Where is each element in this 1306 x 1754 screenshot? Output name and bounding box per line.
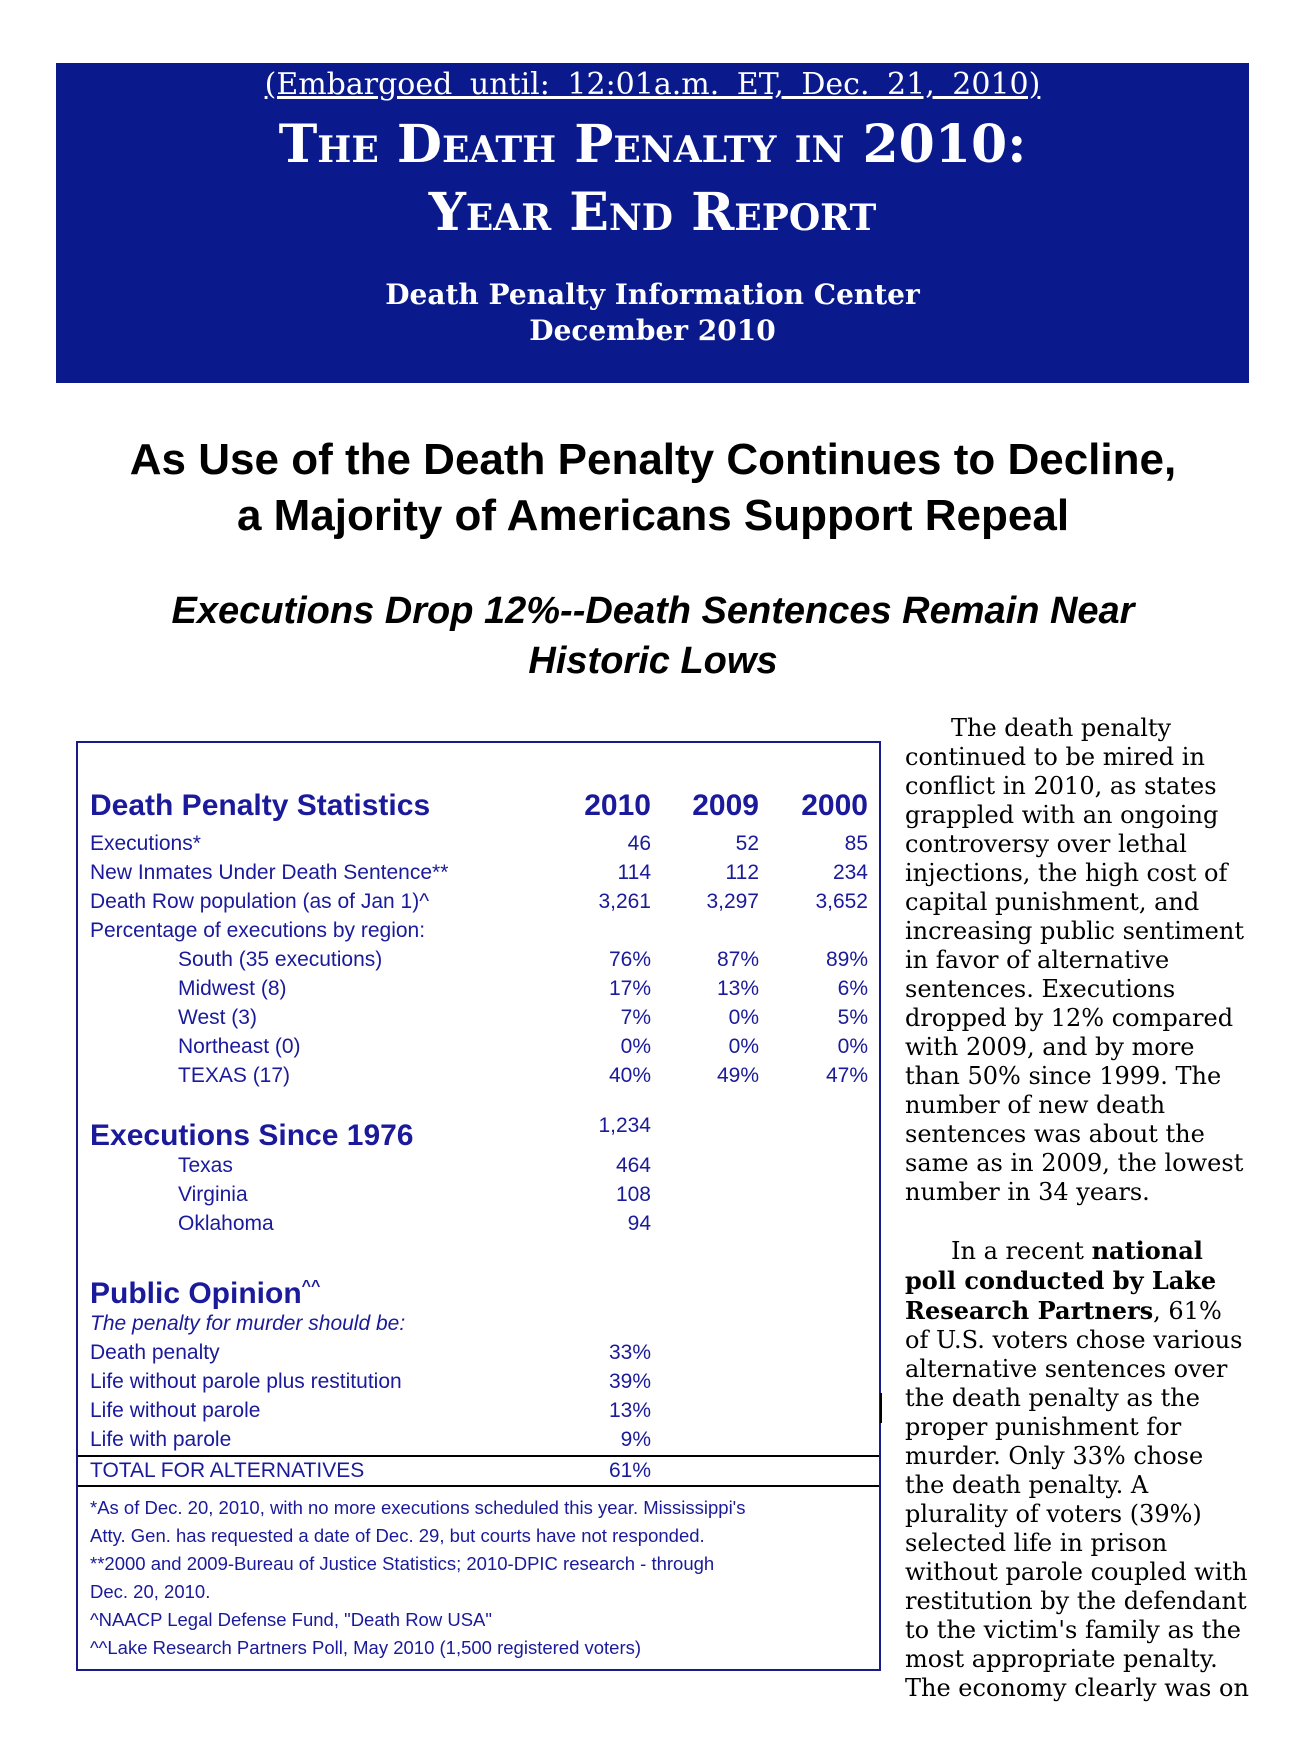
report-title <box>56 111 1249 247</box>
subheadline-line-1: Executions Drop 12%--Death Sentences Remain Near <box>171 590 1135 632</box>
poll-reference: national poll conducted by Lake Research Partners <box>905 1236 1217 1325</box>
row-label: Executions* <box>90 832 201 855</box>
footnote: Dec. 20, 2010. <box>90 1581 211 1602</box>
footnotes <box>90 1494 859 1662</box>
year-column-header: 2000 <box>801 789 868 822</box>
headline <box>0 432 1306 544</box>
row-value: 33% <box>608 1341 651 1364</box>
region-heading-row <box>90 916 869 945</box>
footnote: Atty. Gen. has requested a date of Dec. 29, but courts have not responded. <box>90 1525 705 1546</box>
notes-divider <box>78 1485 879 1487</box>
row-value: 40% <box>608 1064 651 1087</box>
row-value: 9% <box>620 1428 651 1451</box>
row-label: Life without parole <box>90 1399 261 1422</box>
paragraph-1: The death penalty continued to be mired in conflict in 2010, as states grappled with an ongoing controversy over lethal injections, the high cost of capital punishment, and increasing public sentiment in favor of alternative sentences. Executions dropped by 12% compared with 2009, and by more than 50% since 1999. The number of new death sentences was about the same as in 2009, the lowest number in 34 years. <box>905 714 1244 1206</box>
row-value: 17% <box>608 977 651 1000</box>
row-label: Death penalty <box>90 1341 220 1364</box>
row-label: Northeast (0) <box>178 1035 301 1058</box>
edge-mark <box>880 1393 882 1423</box>
row-value: 3,297 <box>706 890 759 913</box>
state-row-oklahoma <box>90 1209 869 1238</box>
row-value: 13% <box>716 977 759 1000</box>
title-banner <box>56 63 1249 383</box>
row-value: 13% <box>608 1399 651 1422</box>
stat-row-new-inmates <box>90 858 869 887</box>
row-label: Death Row population (as of Jan 1)^ <box>90 890 430 913</box>
row-value: 52 <box>735 832 759 855</box>
region-row-south <box>90 945 869 974</box>
stat-row-executions <box>90 829 869 858</box>
region-row-midwest <box>90 974 869 1003</box>
opinion-row-lwop <box>90 1396 869 1425</box>
paragraph-text: In a recent <box>951 1237 1092 1265</box>
row-value: 0% <box>728 1006 759 1029</box>
stat-row-death-row-population <box>90 887 869 916</box>
paragraph-2 <box>905 1236 1250 1703</box>
row-label: New Inmates Under Death Sentence** <box>90 861 449 884</box>
total-value: 61% <box>608 1459 651 1482</box>
row-value: 3,652 <box>815 890 868 913</box>
row-label: South (35 executions) <box>178 948 383 971</box>
row-label: Oklahoma <box>178 1212 274 1235</box>
row-value: 114 <box>617 861 651 884</box>
stats-header-row <box>90 786 869 826</box>
article-body <box>905 714 1250 1732</box>
row-value: 6% <box>837 977 868 1000</box>
opinion-row-death-penalty <box>90 1338 869 1367</box>
report-title-line-2: Year End Report <box>428 182 877 243</box>
row-label: Life without parole plus restitution <box>90 1370 402 1393</box>
region-row-northeast <box>90 1032 869 1061</box>
executions-since-total-row <box>90 1111 869 1140</box>
opinion-row-lwop-restitution <box>90 1367 869 1396</box>
opinion-question-row <box>90 1309 869 1338</box>
row-value: 5% <box>837 1006 868 1029</box>
opinion-row-life-with-parole <box>90 1425 869 1454</box>
year-column-header: 2009 <box>692 789 759 822</box>
row-value: 76% <box>608 948 651 971</box>
subheadline <box>0 586 1306 686</box>
row-value: 3,261 <box>598 890 651 913</box>
public-opinion-header <box>90 1274 869 1314</box>
footnote-marker: ^^ <box>301 1278 321 1295</box>
row-value: 87% <box>716 948 759 971</box>
row-value: 234 <box>832 861 868 884</box>
row-value: 89% <box>825 948 868 971</box>
row-label: TEXAS (17) <box>178 1064 291 1087</box>
row-label: Life with parole <box>90 1428 232 1451</box>
row-value: 49% <box>716 1064 759 1087</box>
total-label: TOTAL FOR ALTERNATIVES <box>90 1459 365 1482</box>
embargo-notice: (Embargoed until: 12:01a.m. ET, Dec. 21, 2010) <box>264 67 1041 102</box>
row-value: 85 <box>844 832 868 855</box>
row-value: 464 <box>615 1154 651 1177</box>
statistics-box <box>76 741 881 1671</box>
stats-heading: Death Penalty Statistics <box>90 789 431 822</box>
subheadline-line-2: Historic Lows <box>528 640 778 682</box>
row-label: West (3) <box>178 1006 257 1029</box>
row-value: 46 <box>627 832 651 855</box>
public-opinion-heading <box>90 1274 320 1314</box>
headline-line-2: a Majority of Americans Support Repeal <box>236 491 1070 540</box>
row-label: Virginia <box>178 1183 248 1206</box>
row-value: 0% <box>837 1035 868 1058</box>
year-column-header: 2010 <box>584 789 651 822</box>
row-value: 0% <box>728 1035 759 1058</box>
executions-since-heading: Executions Since 1976 <box>90 1119 414 1152</box>
report-date: December 2010 <box>529 314 776 347</box>
region-row-texas <box>90 1061 869 1090</box>
row-value: 39% <box>608 1370 651 1393</box>
row-value: 112 <box>725 861 759 884</box>
footnote: ^^Lake Research Partners Poll, May 2010 (1,500 registered voters) <box>90 1637 642 1658</box>
footnote: ^NAACP Legal Defense Fund, "Death Row USA" <box>90 1609 492 1630</box>
report-title-line-1: The Death Penalty in 2010: <box>278 114 1027 175</box>
opinion-question: The penalty for murder should be: <box>90 1312 406 1335</box>
region-row-west <box>90 1003 869 1032</box>
row-value: 94 <box>627 1212 651 1235</box>
row-value: 108 <box>615 1183 651 1206</box>
state-row-texas <box>90 1151 869 1180</box>
row-label: Midwest (8) <box>178 977 287 1000</box>
row-label: Texas <box>178 1154 233 1177</box>
row-value: 7% <box>620 1006 651 1029</box>
headline-line-1: As Use of the Death Penalty Continues to Decline, <box>129 435 1177 484</box>
footnote: **2000 and 2009-Bureau of Justice Statistics; 2010-DPIC research - through <box>90 1553 715 1574</box>
organization-name: Death Penalty Information Center <box>385 278 920 311</box>
total-row <box>90 1456 869 1485</box>
organization-block <box>56 277 1249 349</box>
row-value: 47% <box>825 1064 868 1087</box>
row-value: 0% <box>620 1035 651 1058</box>
paragraph-text: , 61% of U.S. voters chose various alternative sentences over the death penalty as the proper punishment for murder. Only 33% chose the death penalty. A plurality of voters (39%) selected life in prison without parole coupled with restitution by the defendant to the victim's family as the most appropriate penalty. The economy clearly was on <box>905 1297 1249 1702</box>
region-heading: Percentage of executions by region: <box>90 919 426 942</box>
footnote: *As of Dec. 20, 2010, with no more executions scheduled this year. Mississippi's <box>90 1497 746 1518</box>
state-row-virginia <box>90 1180 869 1209</box>
executions-since-total: 1,234 <box>598 1114 651 1137</box>
public-opinion-title: Public Opinion <box>90 1277 302 1310</box>
